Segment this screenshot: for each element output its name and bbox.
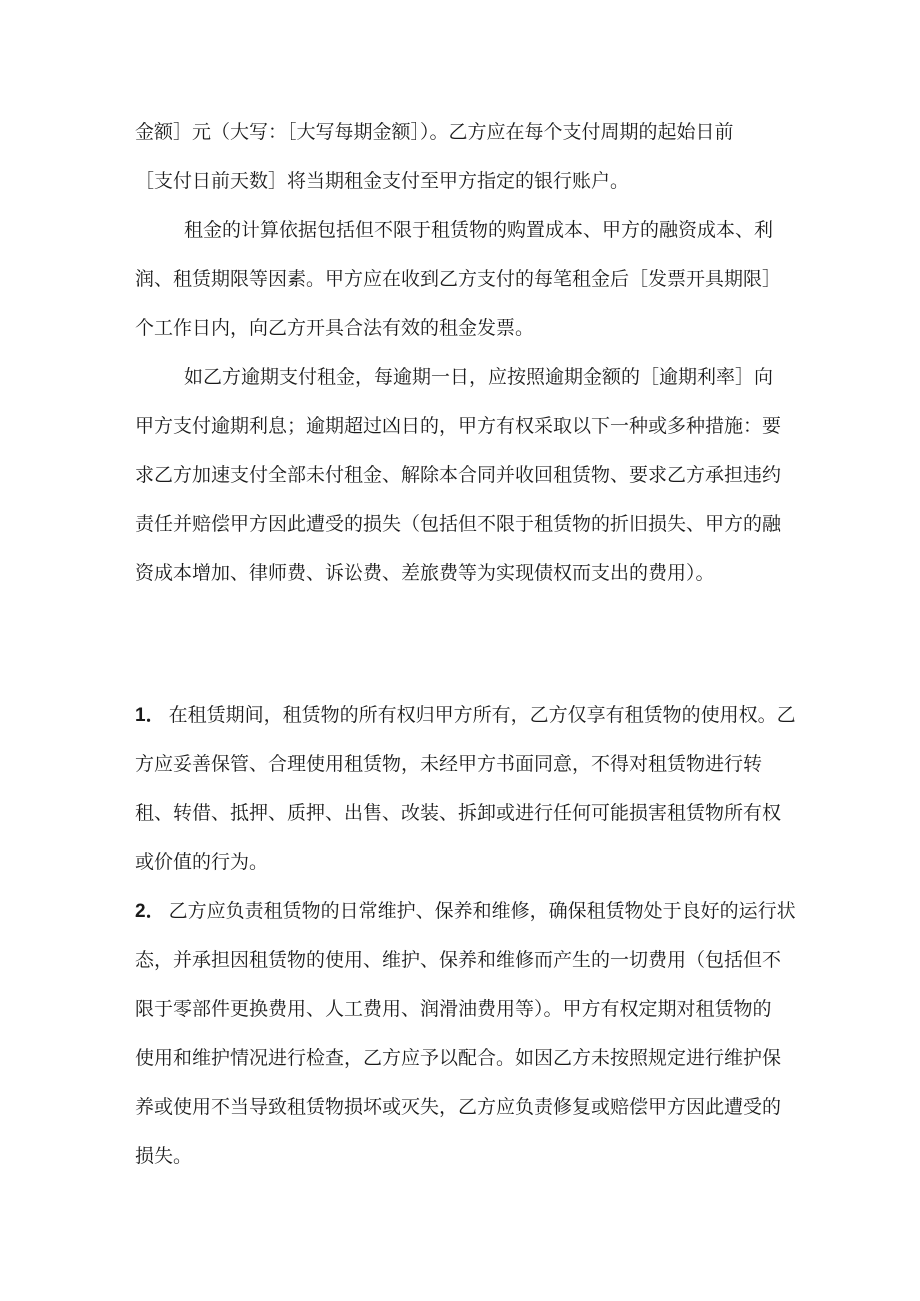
para2-line-2: 润、租赁期限等因素。甲方应在收到乙方支付的每笔租金后［发票开具期限］ bbox=[135, 268, 782, 290]
para3-line-4: 责任并赔偿甲方因此遭受的损失（包括但不限于租赁物的折旧损失、甲方的融 bbox=[135, 513, 782, 535]
para3-line-1: 如乙方逾期支付租金，每逾期一日，应按照逾期金额的［逾期利率］向 bbox=[184, 366, 774, 388]
item2-number: 2． bbox=[135, 901, 165, 922]
item2-line-4: 使用和维护情况进行检查，乙方应予以配合。如因乙方未按照规定进行维护保 bbox=[135, 1047, 782, 1069]
item1-line-3: 租、转借、抵押、质押、出售、改装、拆卸或进行任何可能损害租赁物所有权 bbox=[135, 802, 782, 824]
item2-line-5: 养或使用不当导致租赁物损坏或灭失，乙方应负责修复或赔偿甲方因此遭受的 bbox=[135, 1096, 782, 1118]
para3-line-2: 甲方支付逾期利息；逾期超过凶日的，甲方有权采取以下一种或多种措施：要 bbox=[135, 415, 782, 437]
item2-line-3: 限于零部件更换费用、人工费用、润滑油费用等）。甲方有权定期对租赁物的 bbox=[135, 998, 772, 1020]
para2-line-1: 租金的计算依据包括但不限于租赁物的购置成本、甲方的融资成本、利 bbox=[184, 219, 774, 241]
item2-line-2: 态，并承担因租赁物的使用、维护、保养和维修而产生的一切费用（包括但不 bbox=[135, 949, 782, 971]
para1-line-2: ［支付日前天数］将当期租金支付至甲方指定的银行账户。 bbox=[135, 170, 630, 192]
item1-line-4: 或价值的行为。 bbox=[135, 851, 269, 873]
para1-line-1: 金额］元（大写：［大写每期金额］）。乙方应在每个支付周期的起始日前 bbox=[135, 121, 734, 143]
item1-number: 1． bbox=[135, 705, 165, 726]
item2-line-6: 损失。 bbox=[135, 1145, 193, 1167]
item1-text-1: 在租赁期间，租赁物的所有权归甲方所有，乙方仅享有租赁物的使用权。乙 bbox=[168, 704, 796, 726]
item1-line-2: 方应妥善保管、合理使用租赁物，未经甲方书面同意，不得对租赁物进行转 bbox=[135, 753, 763, 775]
para3-line-5: 资成本增加、律师费、诉讼费、差旅费等为实现债权而支出的费用）。 bbox=[135, 562, 715, 584]
para2-line-3: 个工作日内，向乙方开具合法有效的租金发票。 bbox=[135, 317, 535, 339]
item2-line-1 bbox=[0, 896, 920, 926]
item2-text-1: 乙方应负责租赁物的日常维护、保养和维修，确保租赁物处于良好的运行状 bbox=[168, 900, 796, 922]
item1-line-1 bbox=[0, 700, 920, 730]
para3-line-3: 求乙方加速支付全部未付租金、解除本合同并收回租赁物、要求乙方承担违约 bbox=[135, 464, 782, 486]
